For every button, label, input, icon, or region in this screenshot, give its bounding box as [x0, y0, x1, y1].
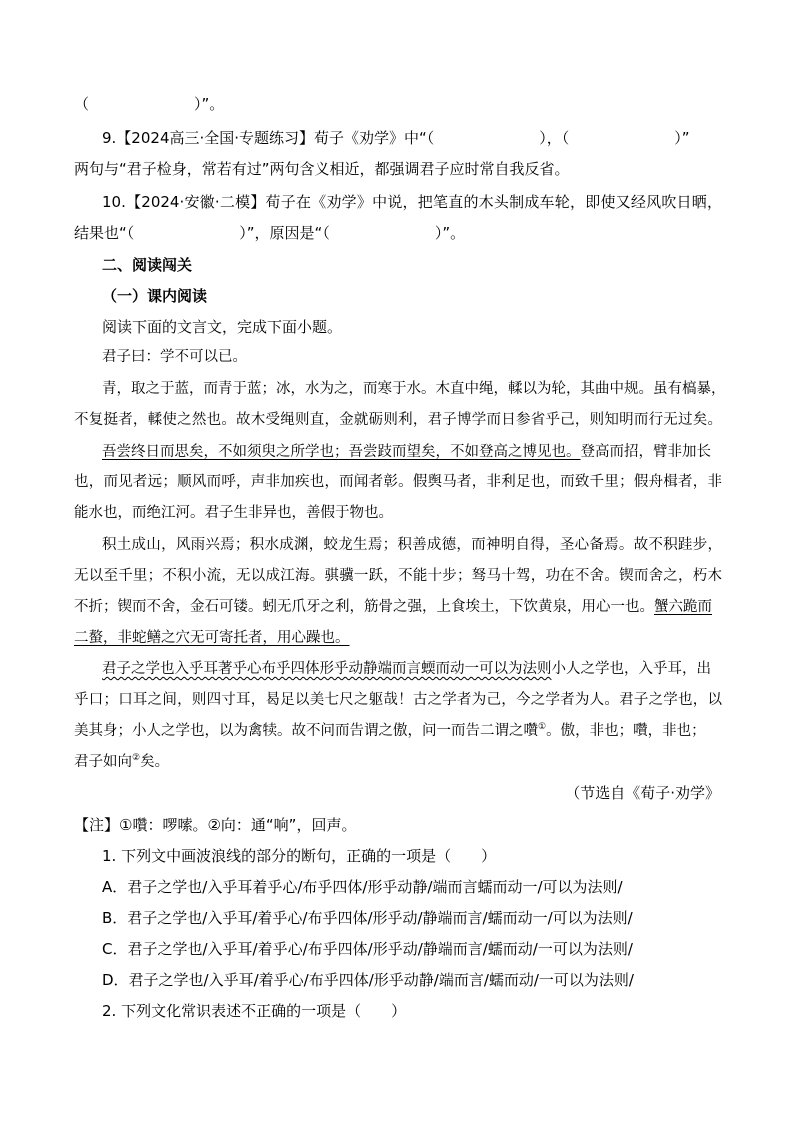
question-1: 1. 下列文中画波浪线的部分的断句，正确的一项是（ ）: [102, 847, 497, 865]
passage-line: 美其身；小人之学也，以为禽犊。故不问而告谓之傲，问一而告二谓之囋①。傲，非也；囋，非也；: [74, 722, 706, 739]
passage-line: 也，而见者远；顺风而呼，声非加疾也，而闻者彰。假舆马者，非利足也，而致千里；假舟楫者，非: [74, 474, 722, 490]
question-9: 9.【2024高三·全国·专题练习】荀子《劝学》中“（ ），（ ）”: [102, 129, 690, 147]
straight-underlined-sentence: 二螯，非蛇鳝之穴无可寄托者，用心躁也。: [74, 630, 350, 646]
passage-line: 无以至千里；不积小流，无以成江海。骐骥一跃，不能十步；驽马十驾，功在不舍。锲而舍之，朽木: [74, 568, 722, 584]
passage-line: 不折；锲而不舍，金石可镂。蚓无爪牙之利，筋骨之强，上食埃土，下饮黄泉，用心一也。蟹六跪而: [74, 599, 712, 615]
question-10: 10.【2024·安徽·二模】荀子在《劝学》中说，把笔直的木头制成车轮，即使又经风吹日晒，: [102, 193, 722, 211]
option-c: C．君子之学也/入乎耳/着乎心/布乎四体/形乎动/静端而言/蠕而动/一可以为法则/: [102, 940, 633, 958]
section-heading: 二、阅读闯关: [102, 256, 193, 274]
passage-line: 不复挺者，輮使之然也。故木受绳则直，金就砺则利，君子博学而日参省乎己，则知明而行无过矣。: [74, 412, 722, 428]
line-blank-answer: （ ）”。: [74, 95, 225, 113]
passage-line: 青，取之于蓝，而青于蓝；冰，水为之，而寒于水。木直中绳，輮以为轮，其曲中规。虽有槁暴，: [102, 381, 726, 397]
question-10-continued: 结果也“（ ）”，原因是“（ ）”。: [74, 224, 466, 242]
subsection-heading: （一）课内阅读: [102, 287, 208, 305]
passage-line: 君子之学也入乎耳著乎心布乎四体形乎动静端而言蝡而动一可以为法则小人之学也，入乎耳，出: [102, 661, 711, 677]
passage-line: 吾尝终日而思矣，不如须臾之所学也；吾尝跂而望矣，不如登高之博见也。登高而招，臂非加长: [102, 444, 711, 460]
footnote-mark: ②: [132, 753, 141, 764]
straight-underlined-sentence: 吾尝终日而思矣，不如须臾之所学也；吾尝跂而望矣，不如登高之博见也。: [102, 444, 581, 460]
source-citation: （节选自《荀子·劝学》: [565, 784, 720, 802]
option-d: D．君子之学也/入乎耳/着乎心/布乎四体/形乎动静/端而言/蠕而动/一可以为法则/: [102, 971, 634, 989]
passage-line: 能水也，而绝江河。君子生非异也，善假于物也。: [74, 505, 393, 521]
wavy-underlined-sentence: 君子之学也入乎耳著乎心布乎四体形乎动静端而言蝡而动一可以为法则: [102, 661, 552, 677]
passage-line: 君子如向②矣。: [74, 753, 170, 770]
option-a: A．君子之学也/入乎耳着乎心/布乎四体/形乎动静/端而言蠕而动一/可以为法则/: [102, 878, 623, 896]
straight-underlined-sentence: 蟹六跪而: [654, 599, 712, 615]
passage-line: 乎口；口耳之间，则四寸耳，曷足以美七尺之躯哉！古之学者为己，今之学者为人。君子之学也，以: [74, 692, 722, 708]
option-b: B．君子之学也/入乎耳/着乎心/布乎四体/形乎动/静端而言/蠕而动一/可以为法则/: [102, 909, 633, 927]
question-9-continued: 两句与“君子检身，常若有过”两句含义相近，都强调君子应时常自我反省。: [74, 160, 570, 178]
question-2: 2. 下列文化常识表述不正确的一项是（ ）: [102, 1002, 407, 1020]
passage-line: [74, 628, 722, 648]
footnote-mark: ①: [538, 722, 547, 733]
passage-line: 君子曰：学不可以已。: [102, 349, 247, 365]
passage-line: 积土成山，风雨兴焉；积水成渊，蛟龙生焉；积善成德，而神明自得，圣心备焉。故不积跬步，: [102, 537, 722, 553]
annotation-note: 【注】①囋：啰嗦。②向：通“响”，回声。: [74, 816, 357, 834]
reading-instruction: 阅读下面的文言文，完成下面小题。: [102, 318, 343, 336]
